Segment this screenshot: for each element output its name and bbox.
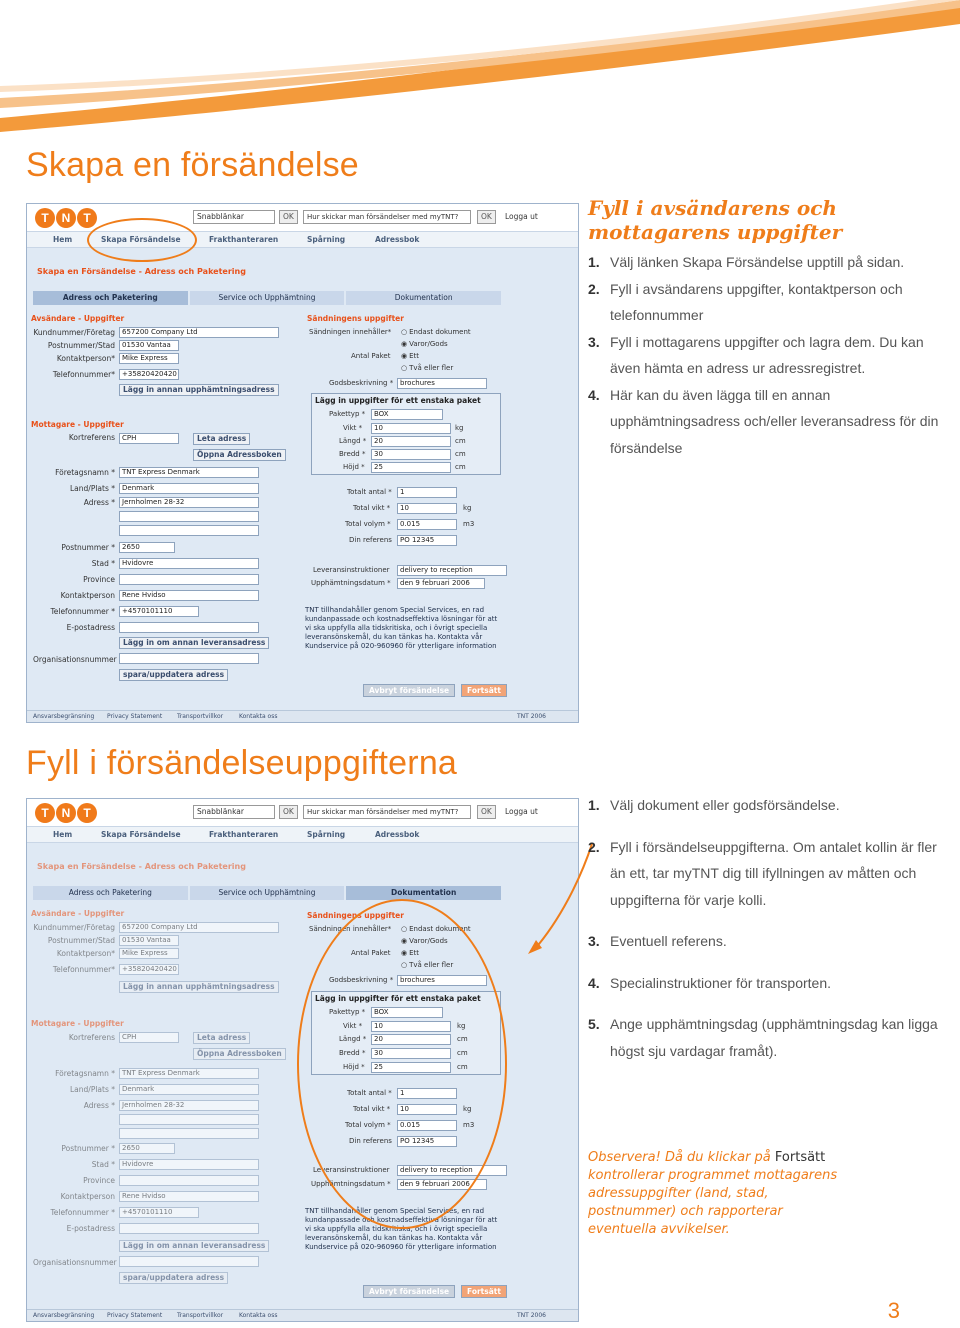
- special-services-info: TNT tillhandahåller genom Special Services, en rad kundanpassade och kostnadseffektiva lösningar för att vi ska uppfylla alla tidskritiska, och i övrigt speciella leveransönskemål, du kan tänkas ha. Kontakta vår Kundservice på 020-960960 för ytterligare information: [305, 606, 498, 650]
- sender-section-title: Avsändare - Uppgifter: [31, 314, 125, 323]
- length-input[interactable]: 20: [371, 436, 451, 447]
- receiver-address-line2-input[interactable]: [119, 1114, 259, 1125]
- unit-label: kg: [463, 1105, 472, 1113]
- tab-service-pickup[interactable]: Service och Upphämtning: [190, 886, 345, 900]
- unit-label: cm: [455, 437, 466, 445]
- total-weight-input[interactable]: 10: [397, 1104, 457, 1115]
- receiver-address-input[interactable]: Jernholmen 28-32: [119, 1100, 259, 1111]
- sender-section-title: Avsändare - Uppgifter: [31, 909, 125, 918]
- sender-phone-input[interactable]: +35820420420: [119, 369, 179, 380]
- field-label: Höjd *: [343, 1063, 365, 1071]
- app-top-bar: [27, 799, 578, 827]
- tab-address-packaging[interactable]: Adress och Paketering: [33, 291, 188, 305]
- field-label: Kontaktperson*: [56, 949, 115, 958]
- unit-label: cm: [455, 450, 466, 458]
- field-label: Pakettyp *: [329, 410, 366, 418]
- section1-side-title: Fyll i avsändarens och mottagarens uppgifter: [588, 196, 843, 244]
- unit-label: cm: [457, 1049, 468, 1057]
- tnt-logo: [35, 803, 97, 823]
- step-text: Eventuell referens.: [610, 933, 727, 949]
- step-number: 3.: [588, 933, 600, 949]
- lookup-address-button[interactable]: Leta adress: [193, 1032, 250, 1044]
- receiver-city-input[interactable]: Hvidovre: [119, 1159, 259, 1170]
- width-input[interactable]: 30: [371, 449, 451, 460]
- field-label: Total vikt *: [353, 504, 391, 512]
- receiver-section-title: Mottagare - Uppgifter: [31, 1019, 124, 1028]
- total-volume-input[interactable]: 0.015: [397, 519, 457, 530]
- field-label: Adress *: [83, 1101, 115, 1110]
- receiver-email-input[interactable]: [119, 622, 259, 633]
- sender-phone-input[interactable]: +35820420420: [119, 964, 179, 975]
- step-number: 1.: [588, 254, 600, 270]
- your-reference-input[interactable]: PO 12345: [397, 1136, 457, 1147]
- footer-link[interactable]: Privacy Statement: [107, 713, 163, 720]
- app-tabs: [33, 886, 503, 900]
- field-label: Kundnummer/Företag: [33, 328, 115, 337]
- field-label: Bredd *: [339, 1049, 366, 1057]
- field-label: Province: [83, 575, 115, 584]
- section2-steps: [588, 792, 948, 1079]
- nav-home[interactable]: Hem: [53, 830, 73, 839]
- step-number: 5.: [588, 1016, 600, 1032]
- step-text: Ange upphämtningsdag (upphämtningsdag kan ligga högst sju vardagar framåt).: [610, 1016, 938, 1059]
- how-to-ship-select[interactable]: Hur skickar man försändelser med myTNT?: [303, 805, 471, 819]
- footer-link[interactable]: Transportvillkor: [177, 1312, 224, 1319]
- section1-steps: [588, 249, 948, 461]
- receiver-country-select[interactable]: Denmark: [119, 1084, 259, 1095]
- radio-goods[interactable]: ◉ Varor/Gods: [401, 340, 448, 348]
- field-label: E-postadress: [66, 623, 115, 632]
- receiver-postal-input[interactable]: 2650: [119, 1143, 175, 1154]
- ok-button[interactable]: OK: [279, 805, 298, 819]
- field-label: Din referens: [349, 1137, 392, 1145]
- height-input[interactable]: 25: [371, 1062, 451, 1073]
- ok-button[interactable]: OK: [477, 210, 496, 224]
- field-label: Telefonnummer*: [52, 370, 115, 379]
- field-label: Antal Paket: [351, 352, 391, 360]
- field-label: Total volym *: [345, 1121, 391, 1129]
- field-label: Kontaktperson: [60, 591, 115, 600]
- package-type-select[interactable]: BOX: [371, 409, 443, 420]
- lookup-address-button[interactable]: Leta adress: [193, 433, 250, 445]
- sender-postal-input[interactable]: 01530 Vantaa: [119, 935, 179, 946]
- field-label: Sändningen innehåller*: [309, 328, 392, 336]
- receiver-phone-input[interactable]: +4570101110: [119, 1207, 199, 1218]
- step-number: 3.: [588, 333, 600, 350]
- radio-one-package[interactable]: ◉ Ett: [401, 352, 419, 360]
- footer-copyright: TNT 2006: [517, 713, 546, 720]
- field-label: Organisationsnummer: [33, 655, 117, 664]
- sender-contact-input[interactable]: Mike Express: [119, 948, 179, 959]
- observe-note: [588, 1149, 838, 1239]
- step-item: [588, 382, 948, 462]
- receiver-address-input[interactable]: Jernholmen 28-32: [119, 497, 259, 508]
- width-input[interactable]: 30: [371, 1048, 451, 1059]
- open-address-book-button[interactable]: Öppna Adressboken: [193, 449, 286, 461]
- radio-documents-only[interactable]: ○ Endast dokument: [401, 925, 471, 933]
- add-pickup-address-button[interactable]: Lägg in annan upphämtningsadress: [119, 981, 279, 993]
- receiver-address-line2-input[interactable]: [119, 511, 259, 522]
- your-reference-input[interactable]: PO 12345: [397, 535, 457, 546]
- step-number: 4.: [588, 386, 600, 403]
- field-label: Adress *: [83, 498, 115, 507]
- step-item: [588, 249, 948, 276]
- unit-label: kg: [457, 1022, 466, 1030]
- field-label: Telefonnummer *: [50, 1208, 115, 1217]
- field-label: Vikt *: [343, 1022, 363, 1030]
- step-number: 2.: [588, 838, 600, 855]
- step-item: [588, 276, 948, 329]
- field-label: Postnummer *: [61, 1144, 115, 1153]
- highlight-ellipse: [297, 899, 507, 1229]
- radio-two-or-more[interactable]: ○ Två eller fler: [401, 364, 453, 372]
- weight-input[interactable]: 10: [371, 423, 451, 434]
- field-label: Höjd *: [343, 463, 365, 471]
- open-address-book-button[interactable]: Öppna Adressboken: [193, 1048, 286, 1060]
- logout-link[interactable]: Logga ut: [505, 807, 538, 816]
- sender-contact-input[interactable]: Mike Express: [119, 353, 179, 364]
- field-label: Sändningen innehåller*: [309, 925, 392, 933]
- unit-label: kg: [455, 424, 464, 432]
- receiver-email-input[interactable]: [119, 1223, 259, 1234]
- page-number: 3: [887, 1298, 900, 1323]
- field-label: Totalt antal *: [347, 1089, 392, 1097]
- package-box-title: Lägg in uppgifter för ett enstaka paket: [315, 396, 481, 405]
- field-label: Total volym *: [345, 520, 391, 528]
- step-item: [588, 970, 948, 997]
- unit-label: m3: [463, 520, 475, 528]
- tab-service-pickup[interactable]: Service och Upphämtning: [190, 291, 345, 305]
- total-volume-input[interactable]: 0.015: [397, 1120, 457, 1131]
- logout-link[interactable]: Logga ut: [505, 212, 538, 221]
- field-label: Kontaktperson*: [56, 354, 115, 363]
- shipment-section-title: Sändningens uppgifter: [307, 314, 404, 323]
- ok-button[interactable]: OK: [477, 805, 496, 819]
- sender-company-select[interactable]: 657200 Company Ltd: [119, 922, 279, 933]
- field-label: Postnummer/Stad: [47, 936, 115, 945]
- logo-letter: N: [56, 803, 76, 823]
- tab-documentation[interactable]: Dokumentation: [346, 886, 501, 900]
- step-item: [588, 329, 948, 382]
- continue-button[interactable]: Fortsätt: [461, 1285, 507, 1298]
- receiver-city-input[interactable]: Hvidovre: [119, 558, 259, 569]
- nav-address-book[interactable]: Adressbok: [375, 235, 420, 244]
- sender-postal-input[interactable]: 01530 Vantaa: [119, 340, 179, 351]
- add-delivery-address-button[interactable]: Lägg in om annan leveransadress: [119, 637, 269, 649]
- field-label: Telefonnummer *: [50, 607, 115, 616]
- step-number: 4.: [588, 974, 600, 991]
- field-label: Kortreferens: [68, 1033, 115, 1042]
- footer-link[interactable]: Ansvarsbegränsning: [33, 1312, 95, 1319]
- field-label: Leveransinstruktioner: [313, 1166, 390, 1174]
- highlight-ellipse: [87, 218, 197, 262]
- field-label: Godsbeskrivning *: [329, 976, 394, 984]
- special-services-info: TNT tillhandahåller genom Special Services, en rad kundanpassade och kostnadseffektiva lösningar för att vi ska uppfylla alla tidskritiska, och i övrigt speciella leveransönskemål, du kan tänkas ha. Kontakta vår Kundservice på 020-960960 för ytterligare information: [305, 1207, 498, 1251]
- delivery-instructions-input[interactable]: delivery to reception: [397, 1165, 507, 1176]
- footer-link[interactable]: Privacy Statement: [107, 1312, 163, 1319]
- add-pickup-address-button[interactable]: Lägg in annan upphämtningsadress: [119, 384, 279, 396]
- field-label: Din referens: [349, 536, 392, 544]
- field-label: Land/Plats *: [70, 484, 115, 493]
- weight-input[interactable]: 10: [371, 1021, 451, 1032]
- cancel-shipment-button[interactable]: Avbryt försändelse: [363, 1285, 455, 1298]
- footer-link[interactable]: Ansvarsbegränsning: [33, 713, 95, 720]
- add-delivery-address-button[interactable]: Lägg in om annan leveransadress: [119, 1240, 269, 1252]
- length-input[interactable]: 20: [371, 1034, 451, 1045]
- field-label: Pakettyp *: [329, 1008, 366, 1016]
- goods-description-input[interactable]: brochures: [397, 975, 487, 986]
- total-count-input[interactable]: 1: [397, 1088, 457, 1099]
- field-label: Kundnummer/Företag: [33, 923, 115, 932]
- field-label: Längd *: [339, 1035, 367, 1043]
- field-label: Postnummer *: [61, 543, 115, 552]
- logo-letter: T: [35, 803, 55, 823]
- receiver-contact-input[interactable]: Rene Hvidso: [119, 1191, 259, 1202]
- note-button-word: Fortsätt: [774, 1150, 826, 1165]
- field-label: Province: [83, 1176, 115, 1185]
- pickup-date-select[interactable]: den 9 februari 2006: [397, 578, 485, 589]
- logo-letter: T: [77, 803, 97, 823]
- field-label: Antal Paket: [351, 949, 391, 957]
- footer-copyright: TNT 2006: [517, 1312, 546, 1319]
- field-label: Företagsnamn *: [55, 1069, 115, 1078]
- step-number: 2.: [588, 280, 600, 297]
- unit-label: kg: [463, 504, 472, 512]
- app-nav: [27, 827, 578, 843]
- step-text: Välj länken Skapa Försändelse upptill på sidan.: [610, 254, 905, 270]
- how-to-ship-select[interactable]: Hur skickar man försändelser med myTNT?: [303, 210, 471, 224]
- receiver-province-input[interactable]: [119, 574, 259, 585]
- field-label: Vikt *: [343, 424, 363, 432]
- section-title-create-shipment: Skapa en försändelse: [26, 146, 359, 184]
- total-count-input[interactable]: 1: [397, 487, 457, 498]
- receiver-company-input[interactable]: TNT Express Denmark: [119, 467, 259, 478]
- field-label: Organisationsnummer: [33, 1258, 117, 1267]
- tnt-logo: [35, 208, 97, 228]
- field-label: Kortreferens: [68, 433, 115, 442]
- logo-letter: N: [56, 208, 76, 228]
- app-page-title: Skapa en Försändelse - Adress och Paketering: [37, 862, 246, 871]
- field-label: Bredd *: [339, 450, 366, 458]
- receiver-postal-input[interactable]: 2650: [119, 542, 175, 553]
- field-label: Upphämtningsdatum *: [311, 579, 391, 587]
- app-tabs: [33, 291, 503, 305]
- app-page-title: Skapa en Försändelse - Adress och Paketering: [37, 267, 246, 276]
- field-label: Total vikt *: [353, 1105, 391, 1113]
- unit-label: cm: [455, 463, 466, 471]
- nav-home[interactable]: Hem: [53, 235, 73, 244]
- nav-create-shipment[interactable]: Skapa Försändelse: [101, 235, 181, 244]
- pickup-date-select[interactable]: den 9 februari 2006: [397, 1179, 487, 1190]
- step-text: Välj dokument eller godsförsändelse.: [610, 797, 840, 813]
- field-label: Totalt antal *: [347, 488, 392, 496]
- nav-shipment-manager[interactable]: Frakthanteraren: [209, 830, 279, 839]
- step-text: Här kan du även lägga till en annan upphämtningsadress och/eller leveransadress för din försändelse: [610, 386, 939, 456]
- field-label: Kontaktperson: [60, 1192, 115, 1201]
- field-label: Stad *: [91, 1160, 115, 1169]
- screenshot-shipment-details: [26, 798, 579, 1322]
- footer-link[interactable]: Transportvillkor: [177, 713, 224, 720]
- continue-button[interactable]: Fortsätt: [461, 684, 507, 697]
- save-address-button[interactable]: spara/uppdatera adress: [119, 1272, 228, 1284]
- radio-documents-only[interactable]: ○ Endast dokument: [401, 328, 471, 336]
- field-label: Godsbeskrivning *: [329, 379, 394, 387]
- receiver-address-line3-input[interactable]: [119, 525, 259, 536]
- field-label: Land/Plats *: [70, 1085, 115, 1094]
- step-item: [588, 1011, 948, 1064]
- field-label: Postnummer/Stad: [47, 341, 115, 350]
- sender-company-select[interactable]: 657200 Company Ltd: [119, 327, 279, 338]
- receiver-org-number-input[interactable]: [119, 1256, 259, 1267]
- delivery-instructions-input[interactable]: delivery to reception: [397, 565, 507, 576]
- step-text: Specialinstruktioner för transporten.: [610, 974, 831, 991]
- nav-shipment-manager[interactable]: Frakthanteraren: [209, 235, 279, 244]
- package-box-title: Lägg in uppgifter för ett enstaka paket: [315, 994, 481, 1003]
- nav-create-shipment[interactable]: Skapa Försändelse: [101, 830, 181, 839]
- field-label: Upphämtningsdatum *: [311, 1180, 391, 1188]
- tab-address-packaging[interactable]: Adress och Paketering: [33, 886, 188, 900]
- app-footer: [27, 1309, 578, 1321]
- package-type-select[interactable]: BOX: [371, 1007, 443, 1018]
- header-swoosh-decoration: [0, 0, 960, 140]
- receiver-country-select[interactable]: Denmark: [119, 483, 259, 494]
- nav-tracking[interactable]: Spårning: [307, 235, 346, 244]
- step-number: 1.: [588, 797, 600, 813]
- step-text: Fyll i avsändarens uppgifter, kontaktperson och telefonnummer: [610, 280, 903, 323]
- field-label: Telefonnummer*: [52, 965, 115, 974]
- shipment-section-title: Sändningens uppgifter: [307, 911, 404, 920]
- ok-button[interactable]: OK: [279, 210, 298, 224]
- field-label: Stad *: [91, 559, 115, 568]
- unit-label: cm: [457, 1063, 468, 1071]
- step-item: [588, 928, 948, 955]
- screenshot-address-and-packaging: [26, 203, 579, 723]
- note-rest: kontrollerar programmet mottagarens adressuppgifter (land, stad, postnummer) och rapporterar eventuella avvikelser.: [588, 1168, 838, 1237]
- cancel-shipment-button[interactable]: Avbryt försändelse: [363, 684, 455, 697]
- unit-label: m3: [463, 1121, 475, 1129]
- field-label: Leveransinstruktioner: [313, 566, 390, 574]
- radio-one-package[interactable]: ◉ Ett: [401, 949, 419, 957]
- step-item: [588, 834, 948, 914]
- quick-links-select[interactable]: Snabblänkar: [193, 805, 275, 819]
- footer-link[interactable]: Kontakta oss: [239, 1312, 278, 1319]
- receiver-ref-input[interactable]: CPH: [119, 433, 179, 444]
- app-footer: [27, 710, 578, 722]
- receiver-org-number-input[interactable]: [119, 653, 259, 664]
- step-item: [588, 792, 948, 819]
- nav-address-book[interactable]: Adressbok: [375, 830, 420, 839]
- height-input[interactable]: 25: [371, 462, 451, 473]
- goods-description-input[interactable]: brochures: [397, 378, 487, 389]
- receiver-contact-input[interactable]: Rene Hvidso: [119, 590, 259, 601]
- save-address-button[interactable]: spara/uppdatera adress: [119, 669, 228, 681]
- tab-documentation[interactable]: Dokumentation: [346, 291, 501, 305]
- receiver-province-input[interactable]: [119, 1175, 259, 1186]
- radio-goods[interactable]: ◉ Varor/Gods: [401, 937, 448, 945]
- nav-tracking[interactable]: Spårning: [307, 830, 346, 839]
- field-label: Företagsnamn *: [55, 468, 115, 477]
- receiver-phone-input[interactable]: +4570101110: [119, 606, 199, 617]
- radio-two-or-more[interactable]: ○ Två eller fler: [401, 961, 453, 969]
- total-weight-input[interactable]: 10: [397, 503, 457, 514]
- logo-letter: T: [35, 208, 55, 228]
- step-text: Fyll i mottagarens uppgifter och lagra dem. Du kan även hämta en adress ur adressregistret.: [610, 333, 924, 376]
- receiver-company-input[interactable]: TNT Express Denmark: [119, 1068, 259, 1079]
- footer-link[interactable]: Kontakta oss: [239, 713, 278, 720]
- receiver-address-line3-input[interactable]: [119, 1128, 259, 1139]
- logo-letter: T: [77, 208, 97, 228]
- field-label: Längd *: [339, 437, 367, 445]
- quick-links-select[interactable]: Snabblänkar: [193, 210, 275, 224]
- unit-label: cm: [457, 1035, 468, 1043]
- note-lead: Observera! Då du klickar på: [588, 1150, 775, 1165]
- receiver-ref-input[interactable]: CPH: [119, 1032, 179, 1043]
- receiver-section-title: Mottagare - Uppgifter: [31, 420, 124, 429]
- step-text: Fyll i försändelseuppgifterna. Om antalet kollin är fler än ett, tar myTNT dig till ifyllningen av måtten och uppgifterna för varje kolli.: [610, 838, 937, 908]
- section-title-shipment-details: Fyll i försändelseuppgifterna: [26, 744, 458, 782]
- field-label: E-postadress: [66, 1224, 115, 1233]
